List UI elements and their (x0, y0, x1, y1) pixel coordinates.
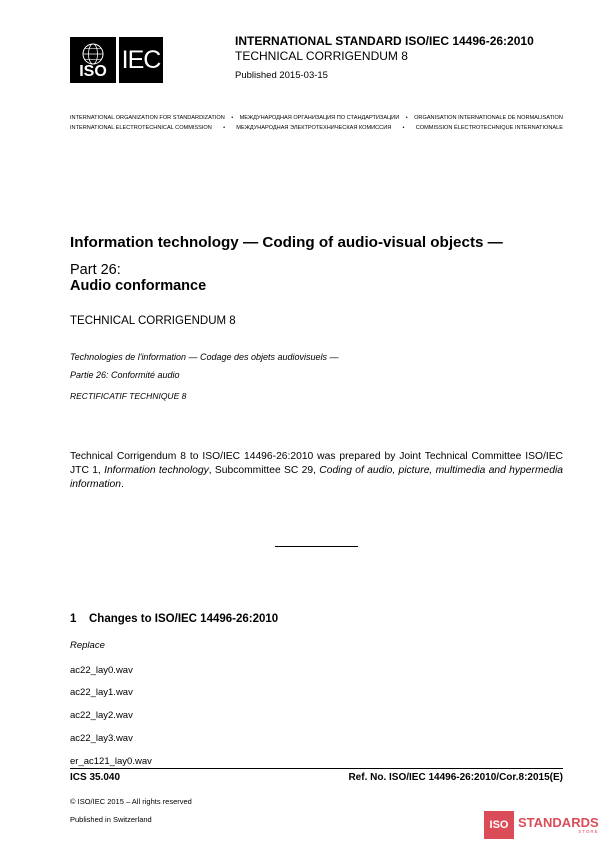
section-number: 1 (70, 613, 77, 625)
separator: • (223, 125, 226, 131)
ics-code: ICS 35.040 (70, 772, 121, 783)
file-item: ac22_lay3.wav (70, 733, 133, 744)
watermark-badge: ISO (484, 811, 514, 839)
intro-italic-2: Coding of audio, picture, multimedia and hypermedia information (70, 465, 563, 490)
file-item: ac22_lay1.wav (70, 687, 133, 698)
file-item: ac22_lay0.wav (70, 665, 133, 676)
organizations-line-2 (70, 125, 563, 131)
intro-text: , Subcommittee SC 29, (208, 465, 320, 476)
file-item: ac22_lay2.wav (70, 710, 133, 721)
organizations-line-1 (70, 115, 563, 121)
iso-logo-text: ISO (79, 63, 107, 80)
corrigendum-label: TECHNICAL CORRIGENDUM 8 (235, 49, 408, 63)
watermark-store: STORE (578, 829, 599, 834)
org-name: INTERNATIONAL ORGANIZATION FOR STANDARDIZATION (70, 115, 225, 121)
main-title: Information technology — Coding of audio-visual objects — (70, 234, 503, 251)
watermark-text-block (514, 816, 599, 834)
iec-logo: IEC (119, 37, 163, 83)
part-number: Part 26: (70, 262, 121, 278)
intro-text: . (120, 479, 124, 490)
separator: • (402, 125, 405, 131)
separator: • (231, 115, 234, 121)
org-name: COMMISSION ÉLECTROTECHNIQUE INTERNATIONALE (415, 125, 563, 131)
replace-label: Replace (70, 640, 105, 651)
standard-title: INTERNATIONAL STANDARD ISO/IEC 14496-26:2010 (235, 34, 534, 48)
standards-store-watermark (484, 811, 599, 839)
footer-rule (70, 768, 563, 769)
separator: • (405, 115, 408, 121)
intro-italic-1: Information technology (104, 465, 209, 476)
copyright: © ISO/IEC 2015 – All rights reserved (70, 797, 192, 806)
divider-rule (275, 546, 358, 547)
published-in: Published in Switzerland (70, 815, 152, 824)
file-item: er_ac121_lay0.wav (70, 756, 152, 767)
french-title: Technologies de l'information — Codage des objets audiovisuels — (70, 352, 339, 362)
org-name: МЕЖДУНАРОДНАЯ ОРГАНИЗАЦИЯ ПО СТАНДАРТИЗАЦИИ (239, 115, 400, 121)
french-corrigendum: RECTIFICATIF TECHNIQUE 8 (70, 391, 187, 401)
corrigendum-title: TECHNICAL CORRIGENDUM 8 (70, 315, 236, 327)
section-heading (70, 613, 278, 625)
org-name: INTERNATIONAL ELECTROTECHNICAL COMMISSION (70, 125, 212, 131)
intro-paragraph (70, 450, 563, 492)
org-name: МЕЖДУНАРОДНАЯ ЭЛЕКТРОТЕХНИЧЕСКАЯ КОМИССИЯ (236, 125, 392, 131)
intro-text: Technical Corrigendum 8 to ISO/IEC 14496-26:2010 was prepared by Joint Technical Committee ISO/IEC JTC 1, (70, 451, 563, 476)
published-date: Published 2015-03-15 (235, 70, 328, 81)
section-title: Changes to ISO/IEC 14496-26:2010 (89, 613, 279, 625)
org-name: ORGANISATION INTERNATIONALE DE NORMALISATION (414, 115, 563, 121)
french-part: Partie 26: Conformité audio (70, 370, 180, 380)
watermark-text: STANDARDS (518, 815, 599, 830)
part-title: Audio conformance (70, 278, 207, 294)
reference-number: Ref. No. ISO/IEC 14496-26:2010/Cor.8:2015(E) (348, 772, 563, 783)
iso-logo (70, 37, 116, 83)
